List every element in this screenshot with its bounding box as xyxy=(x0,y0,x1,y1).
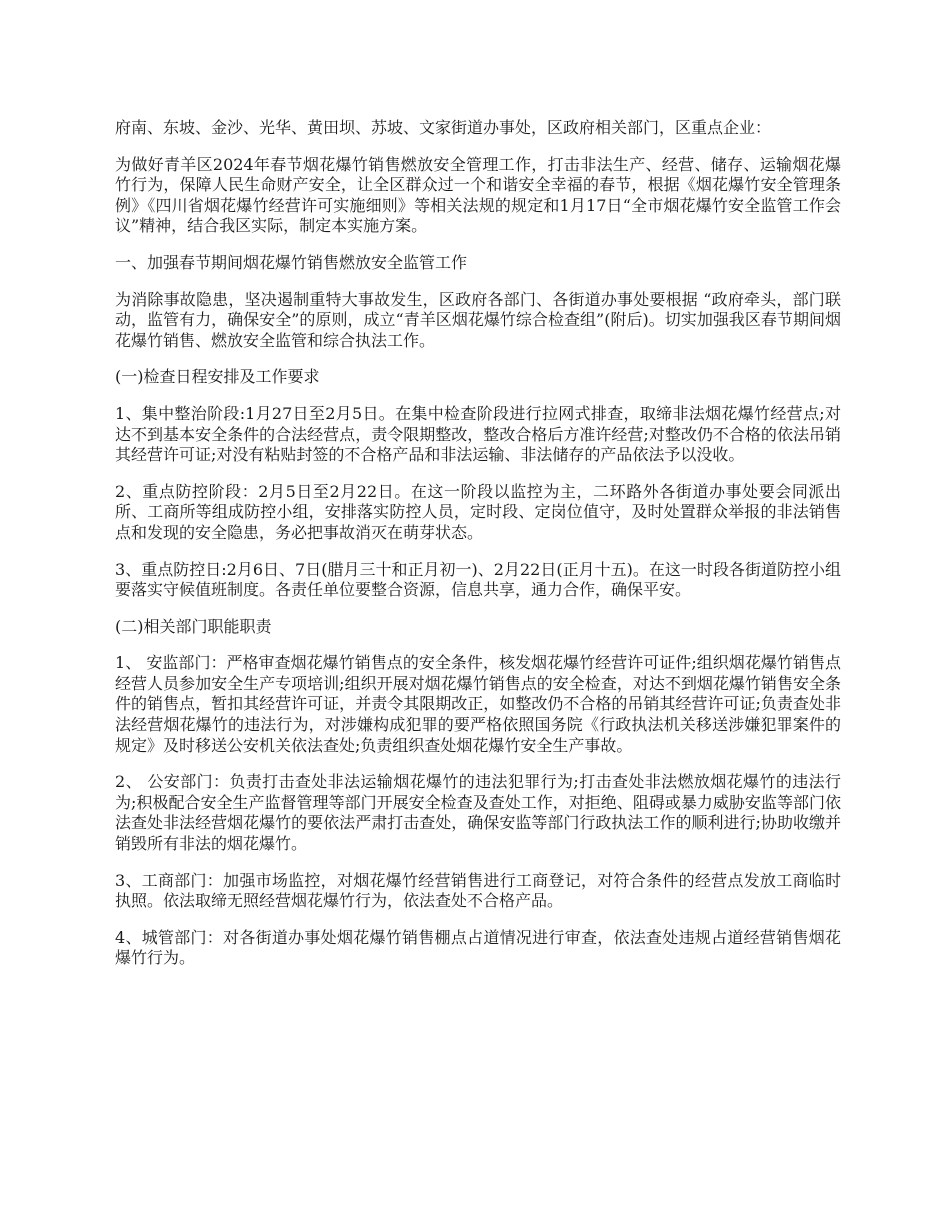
document-page xyxy=(115,118,841,985)
duty-item-commerce: 3、工商部门：加强市场监控，对烟花爆竹经营销售进行工商登记，对符合条件的经营点发放工商临时执照。依法取缔无照经营烟花爆竹行为，依法查处不合格产品。 xyxy=(115,870,841,911)
schedule-item-3: 3、重点防控日:2月6日、7日(腊月三十和正月初一)、2月22日(正月十五)。在这一时段各街道防控小组要落实守候值班制度。各责任单位要整合资源，信息共享，通力合作，确保平安。 xyxy=(115,559,841,600)
subsection-heading-schedule: (一)检查日程安排及工作要求 xyxy=(115,367,320,387)
duty-item-safety: 1、 安监部门：严格审查烟花爆竹销售点的安全条件，核发烟花爆竹经营许可证件;组织烟花爆竹销售点经营人员参加安全生产专项培训;组织开展对烟花爆竹销售点的安全检查，对达不到烟花爆竹销售安全条件的销售点，暂扣其经营许可证，并责令其限期改正，如整改仍不合格的吊销其经营许可证;负责查处非法经营烟花爆竹的违法行为，对涉嫌构成犯罪的要严格依照国务院《行政执法机关移送涉嫌犯罪案件的规定》及时移送公安机关依法查处;负责组织查处烟花爆竹安全生产事故。 xyxy=(115,653,841,755)
schedule-item-1: 1、集中整治阶段:1月27日至2月5日。在集中检查阶段进行拉网式排查，取缔非法烟花爆竹经营点;对达不到基本安全条件的合法经营点，责令限期整改，整改合格后方准许经营;对整改仍不合格的依法吊销其经营许可证;对没有粘贴封签的不合格产品和非法运输、非法储存的产品依法予以没收。 xyxy=(115,403,841,465)
duty-item-urban-management: 4、城管部门：对各街道办事处烟花爆竹销售棚点占道情况进行审查，依法查处违规占道经营销售烟花爆竹行为。 xyxy=(115,927,841,968)
section-1-paragraph: 为消除事故隐患，坚决遏制重特大事故发生，区政府各部门、各街道办事处要根据 “政府牵头，部门联动，监管有力，确保安全”的原则，成立“青羊区烟花爆竹综合检查组”(附后)。切实加强我区春节期间烟花爆竹销售、燃放安全监管和综合执法工作。 xyxy=(115,289,841,350)
section-heading-1: 一、加强春节期间烟花爆竹销售燃放安全监管工作 xyxy=(115,252,468,272)
schedule-item-2: 2、重点防控阶段：2月5日至2月22日。在这一阶段以监控为主，二环路外各街道办事处要会同派出所、工商所等组成防控小组，安排落实防控人员，定时段、定岗位值守，及时处置群众举报的非法销售点和发现的安全隐患，务必把事故消灭在萌芽状态。 xyxy=(115,481,841,542)
subsection-heading-duties: (二)相关部门职能职责 xyxy=(115,616,272,636)
recipients-paragraph: 府南、东坡、金沙、光华、黄田坝、苏坡、文家街道办事处，区政府相关部门，区重点企业： xyxy=(115,118,772,137)
intro-paragraph: 为做好青羊区2024年春节烟花爆竹销售燃放安全管理工作，打击非法生产、经营、储存、运输烟花爆竹行为，保障人民生命财产安全，让全区群众过一个和谐安全幸福的春节，根据《烟花爆竹安全管理条例》《四川省烟花爆竹经营许可实施细则》等相关法规的规定和1月17日“全市烟花爆竹安全监管工作会议”精神，结合我区实际，制定本实施方案。 xyxy=(115,154,841,236)
duty-item-police: 2、 公安部门：负责打击查处非法运输烟花爆竹的违法犯罪行为;打击查处非法燃放烟花爆竹的违法行为;积极配合安全生产监督管理等部门开展安全检查及查处工作，对拒绝、阻碍或暴力威胁安监等部门依法查处非法经营烟花爆竹的要依法严肃打击查处，确保安监等部门行政执法工作的顺利进行;协助收缴并销毁所有非法的烟花爆竹。 xyxy=(115,772,841,854)
